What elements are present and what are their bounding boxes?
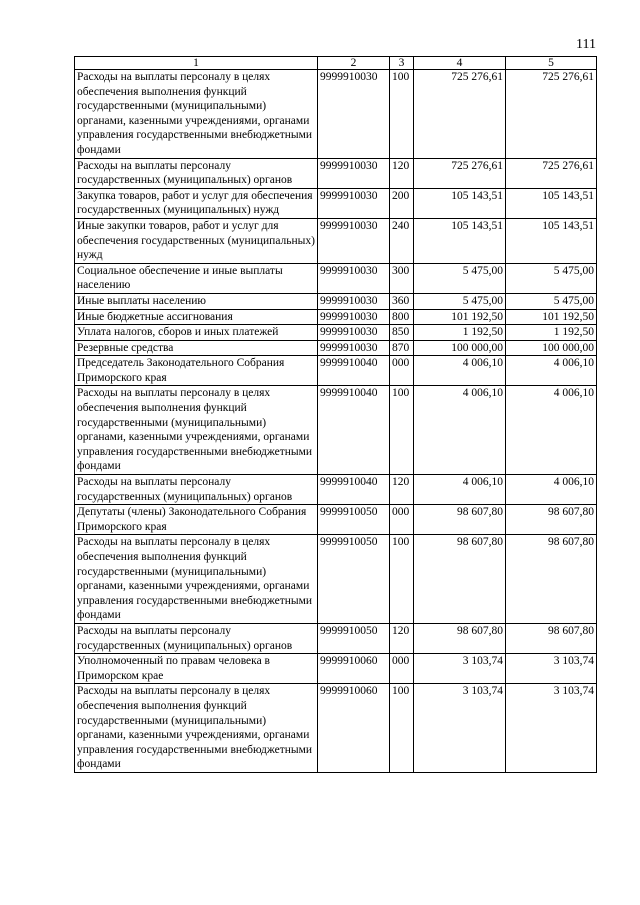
row-amount-col5-cell: 4 006,10 xyxy=(506,475,597,505)
row-kind-cell: 850 xyxy=(390,325,414,341)
column-header-4: 4 xyxy=(414,57,506,70)
row-amount-col4-cell: 4 006,10 xyxy=(414,475,506,505)
table-row xyxy=(75,309,597,325)
row-kind-cell: 240 xyxy=(390,218,414,263)
row-name-cell: Закупка товаров, работ и услуг для обеспечения государственных (муниципальных) нужд xyxy=(75,188,318,218)
row-name-cell: Расходы на выплаты персоналу государственных (муниципальных) органов xyxy=(75,475,318,505)
row-code-cell: 9999910030 xyxy=(318,340,390,356)
row-name-cell: Расходы на выплаты персоналу государственных (муниципальных) органов xyxy=(75,623,318,653)
row-amount-col5-cell: 4 006,10 xyxy=(506,386,597,475)
row-amount-col5-cell: 725 276,61 xyxy=(506,70,597,159)
row-amount-col4-cell: 5 475,00 xyxy=(414,293,506,309)
row-code-cell: 9999910030 xyxy=(318,70,390,159)
column-header-1: 1 xyxy=(75,57,318,70)
row-amount-col4-cell: 4 006,10 xyxy=(414,356,506,386)
column-header-3: 3 xyxy=(390,57,414,70)
row-kind-cell: 000 xyxy=(390,505,414,535)
row-name-cell: Иные бюджетные ассигнования xyxy=(75,309,318,325)
row-amount-col4-cell: 1 192,50 xyxy=(414,325,506,341)
row-amount-col4-cell: 101 192,50 xyxy=(414,309,506,325)
row-amount-col5-cell: 5 475,00 xyxy=(506,293,597,309)
row-amount-col4-cell: 4 006,10 xyxy=(414,386,506,475)
row-code-cell: 9999910030 xyxy=(318,293,390,309)
row-kind-cell: 120 xyxy=(390,623,414,653)
row-amount-col5-cell: 105 143,51 xyxy=(506,218,597,263)
row-kind-cell: 800 xyxy=(390,309,414,325)
row-kind-cell: 000 xyxy=(390,356,414,386)
row-amount-col5-cell: 3 103,74 xyxy=(506,654,597,684)
row-kind-cell: 870 xyxy=(390,340,414,356)
row-kind-cell: 100 xyxy=(390,70,414,159)
row-code-cell: 9999910060 xyxy=(318,654,390,684)
row-code-cell: 9999910040 xyxy=(318,475,390,505)
row-name-cell: Резервные средства xyxy=(75,340,318,356)
table-row xyxy=(75,386,597,475)
row-code-cell: 9999910030 xyxy=(318,188,390,218)
row-name-cell: Уполномоченный по правам человека в Приморском крае xyxy=(75,654,318,684)
table-row xyxy=(75,535,597,624)
table-row xyxy=(75,70,597,159)
row-amount-col5-cell: 100 000,00 xyxy=(506,340,597,356)
table-row xyxy=(75,356,597,386)
table-row xyxy=(75,188,597,218)
row-amount-col5-cell: 98 607,80 xyxy=(506,505,597,535)
table-row xyxy=(75,218,597,263)
row-code-cell: 9999910050 xyxy=(318,505,390,535)
row-name-cell: Социальное обеспечение и иные выплаты населению xyxy=(75,263,318,293)
row-code-cell: 9999910030 xyxy=(318,263,390,293)
row-amount-col4-cell: 3 103,74 xyxy=(414,654,506,684)
row-code-cell: 9999910050 xyxy=(318,535,390,624)
row-code-cell: 9999910060 xyxy=(318,684,390,773)
table-row xyxy=(75,158,597,188)
row-kind-cell: 100 xyxy=(390,684,414,773)
row-amount-col5-cell: 1 192,50 xyxy=(506,325,597,341)
table-row xyxy=(75,263,597,293)
row-amount-col4-cell: 100 000,00 xyxy=(414,340,506,356)
row-name-cell: Иные выплаты населению xyxy=(75,293,318,309)
table-row xyxy=(75,623,597,653)
row-name-cell: Расходы на выплаты персоналу в целях обеспечения выполнения функций государственными (муниципальными) органами, казенными учреждениями, органами управления государственными внебюджетными фондами xyxy=(75,535,318,624)
row-name-cell: Иные закупки товаров, работ и услуг для обеспечения государственных (муниципальных) нужд xyxy=(75,218,318,263)
table-row xyxy=(75,505,597,535)
row-kind-cell: 120 xyxy=(390,158,414,188)
row-kind-cell: 100 xyxy=(390,386,414,475)
row-code-cell: 9999910030 xyxy=(318,309,390,325)
row-code-cell: 9999910040 xyxy=(318,386,390,475)
row-code-cell: 9999910040 xyxy=(318,356,390,386)
row-amount-col5-cell: 5 475,00 xyxy=(506,263,597,293)
table-row xyxy=(75,293,597,309)
row-amount-col5-cell: 98 607,80 xyxy=(506,623,597,653)
row-name-cell: Председатель Законодательного Собрания Приморского края xyxy=(75,356,318,386)
row-amount-col4-cell: 105 143,51 xyxy=(414,188,506,218)
row-amount-col4-cell: 98 607,80 xyxy=(414,535,506,624)
row-amount-col4-cell: 725 276,61 xyxy=(414,70,506,159)
page-number: 111 xyxy=(576,37,596,52)
row-name-cell: Расходы на выплаты персоналу государственных (муниципальных) органов xyxy=(75,158,318,188)
table-row xyxy=(75,684,597,773)
row-amount-col4-cell: 725 276,61 xyxy=(414,158,506,188)
column-header-2: 2 xyxy=(318,57,390,70)
row-code-cell: 9999910030 xyxy=(318,158,390,188)
row-amount-col4-cell: 105 143,51 xyxy=(414,218,506,263)
row-name-cell: Уплата налогов, сборов и иных платежей xyxy=(75,325,318,341)
row-kind-cell: 100 xyxy=(390,535,414,624)
table-row xyxy=(75,475,597,505)
row-code-cell: 9999910050 xyxy=(318,623,390,653)
table-row xyxy=(75,654,597,684)
row-amount-col5-cell: 105 143,51 xyxy=(506,188,597,218)
row-name-cell: Депутаты (члены) Законодательного Собрания Приморского края xyxy=(75,505,318,535)
column-header-5: 5 xyxy=(506,57,597,70)
row-kind-cell: 360 xyxy=(390,293,414,309)
row-kind-cell: 120 xyxy=(390,475,414,505)
row-amount-col5-cell: 98 607,80 xyxy=(506,535,597,624)
row-kind-cell: 200 xyxy=(390,188,414,218)
row-amount-col4-cell: 5 475,00 xyxy=(414,263,506,293)
row-code-cell: 9999910030 xyxy=(318,218,390,263)
row-amount-col4-cell: 3 103,74 xyxy=(414,684,506,773)
row-kind-cell: 300 xyxy=(390,263,414,293)
table-row xyxy=(75,325,597,341)
budget-table xyxy=(74,56,597,773)
row-amount-col5-cell: 101 192,50 xyxy=(506,309,597,325)
row-amount-col4-cell: 98 607,80 xyxy=(414,623,506,653)
table-header-row xyxy=(75,57,597,70)
row-code-cell: 9999910030 xyxy=(318,325,390,341)
row-kind-cell: 000 xyxy=(390,654,414,684)
row-name-cell: Расходы на выплаты персоналу в целях обеспечения выполнения функций государственными (муниципальными) органами, казенными учреждениями, органами управления государственными внебюджетными фондами xyxy=(75,684,318,773)
table-row xyxy=(75,340,597,356)
row-amount-col5-cell: 725 276,61 xyxy=(506,158,597,188)
row-name-cell: Расходы на выплаты персоналу в целях обеспечения выполнения функций государственными (муниципальными) органами, казенными учреждениями, органами управления государственными внебюджетными фондами xyxy=(75,386,318,475)
row-name-cell: Расходы на выплаты персоналу в целях обеспечения выполнения функций государственными (муниципальными) органами, казенными учреждениями, органами управления государственными внебюджетными фондами xyxy=(75,70,318,159)
row-amount-col5-cell: 3 103,74 xyxy=(506,684,597,773)
row-amount-col4-cell: 98 607,80 xyxy=(414,505,506,535)
row-amount-col5-cell: 4 006,10 xyxy=(506,356,597,386)
